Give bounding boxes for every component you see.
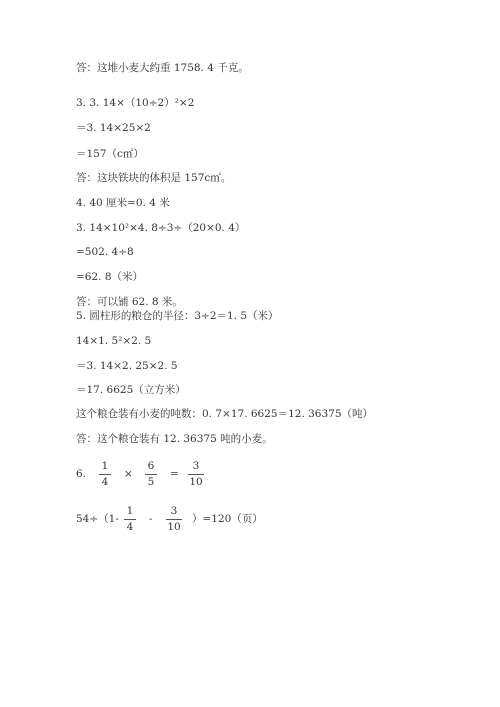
fraction-numerator: 3 — [192, 460, 200, 472]
fraction-one-quarter — [124, 505, 136, 534]
fraction-denominator: 4 — [101, 476, 109, 488]
problem-3-step-1: ＝3. 14×25×2 — [76, 122, 151, 134]
fraction-six-fifths — [145, 460, 157, 489]
fraction-numerator: 3 — [170, 505, 178, 517]
problem-3-step-2: ＝157（c㎡） — [76, 148, 144, 160]
fraction-bar — [145, 474, 157, 475]
problem-5-expression: 14×1. 5²×2. 5 — [76, 335, 152, 347]
fraction-denominator: 4 — [126, 521, 134, 533]
multiply-sign: × — [124, 468, 133, 480]
fraction-bar — [124, 519, 136, 520]
problem-4-expression: 3. 14×10²×4. 8÷3÷（20×0. 4） — [76, 222, 246, 234]
minus-sign: - — [149, 513, 153, 525]
problem-4-step-2: =62. 8（米） — [76, 271, 144, 283]
equals-sign: = — [170, 468, 179, 480]
fraction-bar — [99, 474, 111, 475]
pages-suffix: ）=120（页） — [192, 513, 263, 525]
fraction-three-tenths — [188, 460, 204, 489]
fraction-denominator: 10 — [167, 521, 181, 533]
fraction-numerator: 1 — [126, 505, 134, 517]
fraction-numerator: 1 — [101, 460, 109, 472]
fraction-one-quarter — [99, 460, 111, 489]
answer-paving-length: 答：可以铺 62. 8 米。 — [76, 296, 183, 308]
answer-wheat-tons: 答：这个粮仓装有 12. 36375 吨的小麦。 — [76, 433, 273, 445]
pages-prefix: 54÷（1- — [76, 513, 119, 525]
problem-5-tonnage: 这个粮仓装有小麦的吨数：0. 7×17. 6625＝12. 36375（吨） — [76, 408, 374, 420]
problem-5-step-2: ＝17. 6625（立方米） — [76, 384, 186, 396]
problem-3-expression: 3. 3. 14×（10÷2）²×2 — [76, 97, 195, 109]
answer-iron-volume: 答：这块铁块的体积是 157c㎡。 — [76, 172, 232, 184]
fraction-three-tenths — [166, 505, 182, 534]
answer-wheat-weight: 答：这堆小麦大约重 1758. 4 千克。 — [76, 62, 249, 74]
fraction-denominator: 10 — [189, 476, 203, 488]
problem-4-conversion: 4. 40 厘米=0. 4 米 — [76, 197, 170, 209]
fraction-bar — [166, 519, 182, 520]
fraction-bar — [188, 474, 204, 475]
problem-5-step-1: ＝3. 14×2. 25×2. 5 — [76, 360, 178, 372]
problem-5-radius: 5. 圆柱形的粮仓的半径：3÷2＝1. 5（米） — [76, 310, 279, 322]
fraction-denominator: 5 — [147, 476, 155, 488]
fraction-numerator: 6 — [147, 460, 155, 472]
problem-6-label: 6. — [76, 468, 87, 480]
problem-4-step-1: =502. 4÷8 — [76, 246, 134, 258]
